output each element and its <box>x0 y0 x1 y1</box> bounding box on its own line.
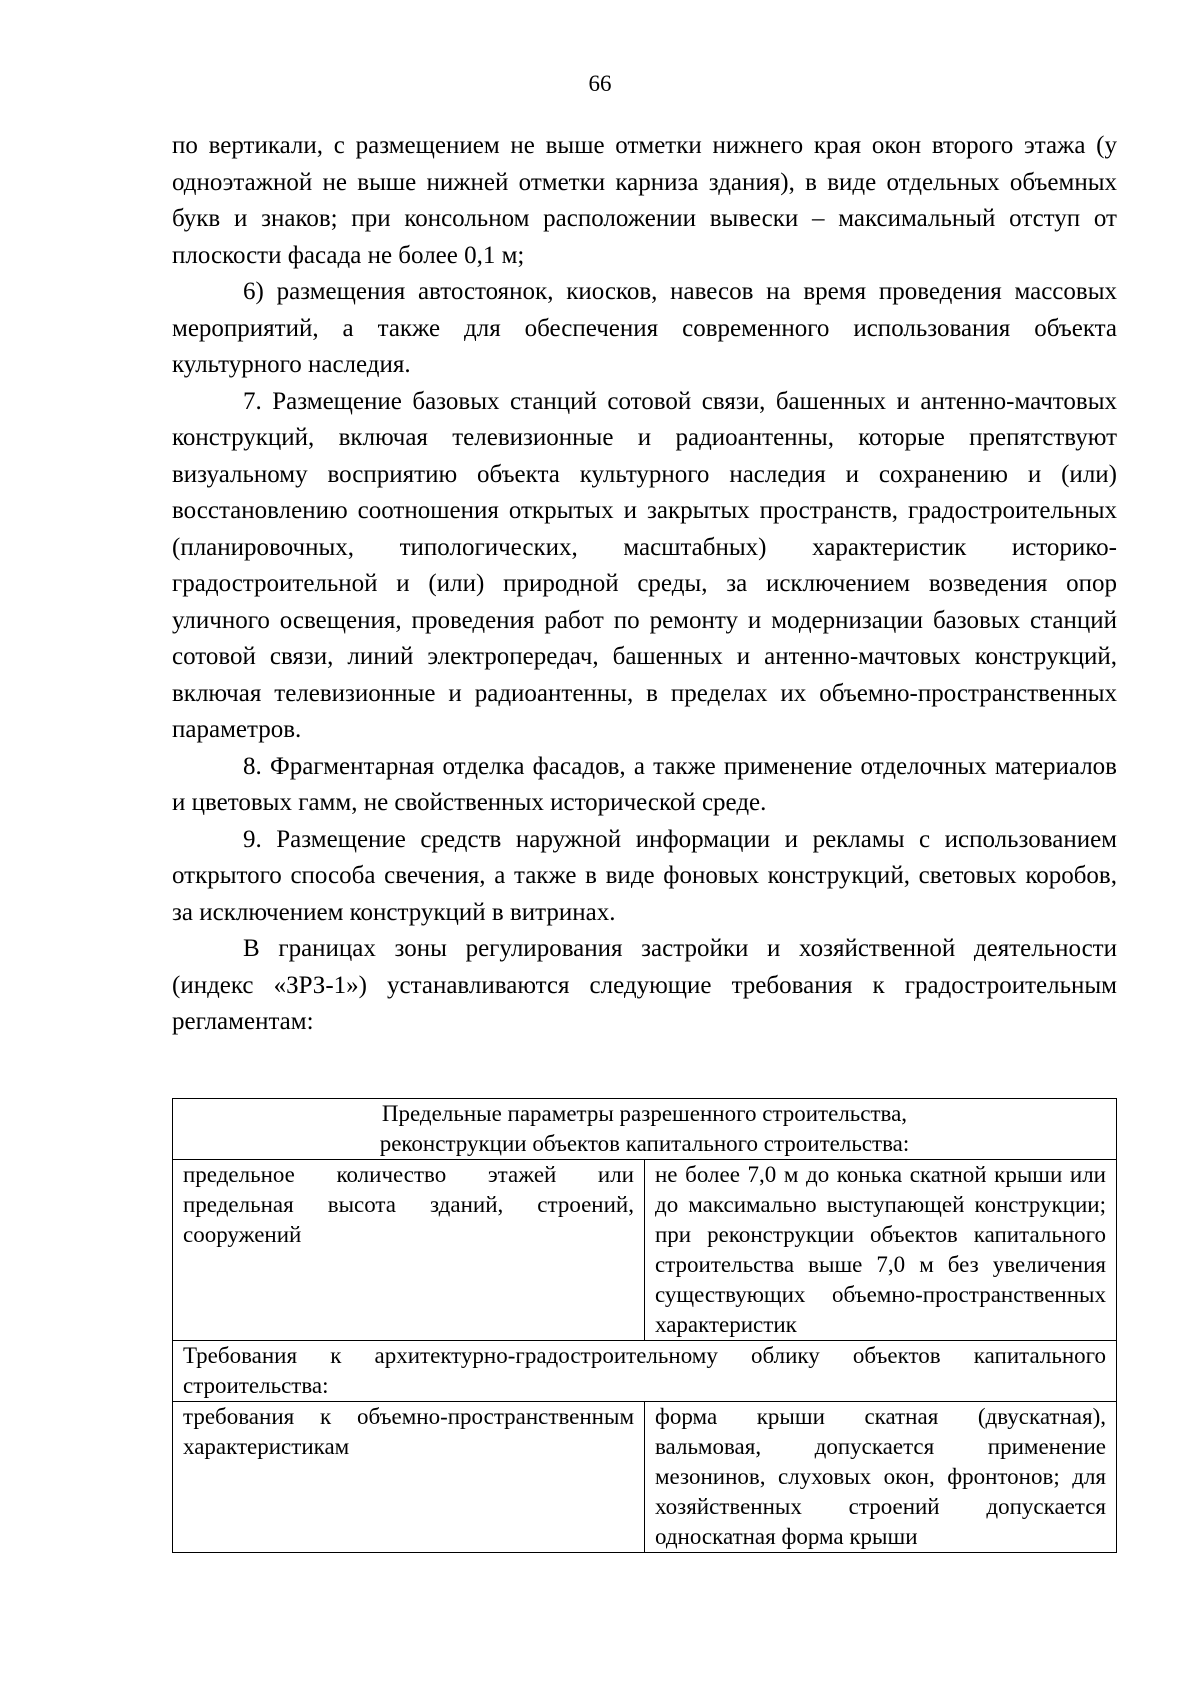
page-number: 66 <box>588 71 612 96</box>
paragraph-zone-intro: В границах зоны регулирования застройки и хозяйственной деятельности (индекс «ЗРЗ-1») устанавливаются следующие требования к градостроительным регламентам: <box>172 935 1117 1035</box>
table-row <box>173 1341 1117 1402</box>
table-cell-value: форма крыши скатная (двускатная), вальмовая, допускается применение мезонинов, слуховых окон, фронтонов; для хозяйственных строений допускается односкатная форма крыши <box>645 1402 1117 1553</box>
table-row <box>173 1099 1117 1160</box>
table-section-header: Предельные параметры разрешенного строительства, реконструкции объектов капитального строительства: <box>173 1099 1117 1160</box>
table-cell-label: предельное количество этажей или предельная высота зданий, строений, сооружений <box>173 1160 645 1341</box>
regulations-table <box>172 1098 1117 1553</box>
table-cell-label: требования к объемно-пространственным характеристикам <box>173 1402 645 1553</box>
table-row <box>173 1402 1117 1553</box>
table-cell-value: не более 7,0 м до конька скатной крыши или до максимально выступающей конструкции; при реконструкции объектов капитального строительства выше 7,0 м без увеличения существующих объемно-пространственных характеристик <box>645 1160 1117 1341</box>
paragraph-item-8: 8. Фрагментарная отделка фасадов, а также применение отделочных материалов и цветовых гамм, не свойственных исторической среде. <box>172 752 1117 816</box>
table-row <box>173 1160 1117 1341</box>
paragraph-item-9: 9. Размещение средств наружной информации и рекламы с использованием открытого способа свечения, а также в виде фоновых конструкций, световых коробов, за исключением конструкций в витринах. <box>172 825 1117 926</box>
paragraph-continuation: по вертикали, с размещением не выше отметки нижнего края окон второго этажа (у одноэтажной не выше нижней отметки карниза здания), в виде отдельных объемных букв и знаков; при консольном расположении вывески – максимальный отступ от плоскости фасада не более 0,1 м; <box>172 132 1117 269</box>
body-text <box>172 128 1117 1041</box>
table-section-header: Требования к архитектурно-градостроительному облику объектов капитального строительства: <box>173 1341 1117 1402</box>
paragraph-item-6: 6) размещения автостоянок, киосков, навесов на время проведения массовых мероприятий, а также для обеспечения современного использования объекта культурного наследия. <box>172 278 1117 378</box>
paragraph-item-7: 7. Размещение базовых станций сотовой связи, башенных и антенно-мачтовых конструкций, включая телевизионные и радиоантенны, которые препятствуют визуальному восприятию объекта культурного наследия и сохранению и (или) восстановлению соотношения открытых и закрытых пространств, градостроительных (планировочных, типологических, масштабных) характеристик историко-градостроительной и (или) природной среды, за исключением возведения опор уличного освещения, проведения работ по ремонту и модернизации базовых станций сотовой связи, линий электропередач, башенных и антенно-мачтовых конструкций, включая телевизионные и радиоантенны, в пределах их объемно-пространственных параметров. <box>172 387 1117 743</box>
